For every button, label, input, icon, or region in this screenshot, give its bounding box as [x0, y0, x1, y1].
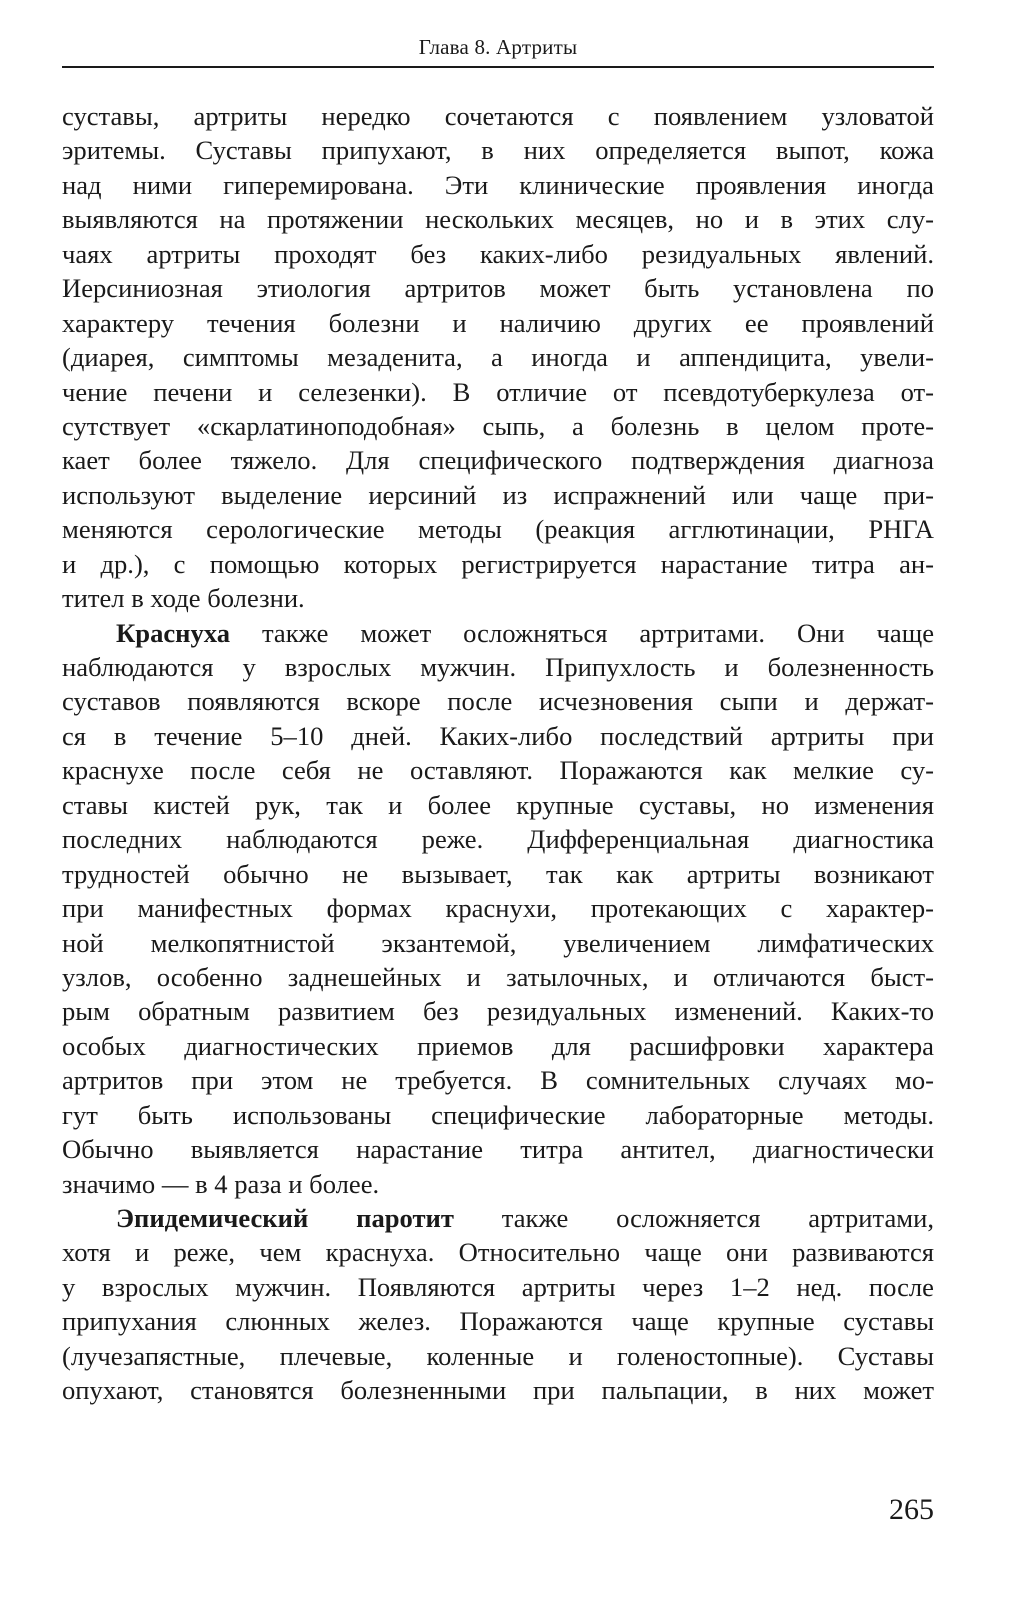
text-line: гут быть использованы специфические лабораторные методы.: [62, 1099, 934, 1130]
text-line-rest: также может осложняться артритами. Они чаще: [230, 617, 934, 648]
text-line: (лучезапястные, плечевые, коленные и голеностопные). Суставы: [62, 1340, 934, 1371]
text-line: особых диагностических приемов для расшифровки характера: [62, 1030, 934, 1061]
text-line: [62, 1201, 934, 1235]
text-line: кает более тяжело. Для специфического подтверждения диагноза: [62, 445, 934, 476]
text-line: артритов при этом не требуется. В сомнительных случаях мо-: [62, 1065, 934, 1096]
text-line: у взрослых мужчин. Появляются артриты через 1–2 нед. после: [62, 1271, 934, 1302]
body-text: [62, 99, 934, 1408]
text-line: трудностей обычно не вызывает, так как артриты возникают: [62, 858, 934, 889]
text-line: при манифестных формах краснухи, протекающих с характер-: [62, 893, 934, 924]
paragraph-lead-term: Эпидемический паротит: [116, 1203, 454, 1233]
page-number: 265: [889, 1493, 934, 1526]
text-line: опухают, становятся болезненными при пальпации, в них может: [62, 1375, 934, 1406]
text-line: сутствует «скарлатиноподобная» сыпь, а болезнь в целом проте-: [62, 410, 934, 441]
text-line: краснухе после себя не оставляют. Поражаются как мелкие су-: [62, 755, 934, 786]
text-line: значимо — в 4 раза и более.: [62, 1168, 380, 1199]
text-line: характеру течения болезни и наличию других ее проявлений: [62, 307, 934, 338]
text-line: [62, 616, 934, 650]
text-line: чение печени и селезенки). В отличие от псевдотуберкулеза от-: [62, 376, 934, 407]
text-line: эритемы. Суставы припухают, в них определяется выпот, кожа: [62, 135, 934, 166]
text-line: тител в ходе болезни.: [62, 583, 305, 614]
text-line: над ними гиперемирована. Эти клинические проявления иногда: [62, 169, 934, 200]
text-line: узлов, особенно заднешейных и затылочных, и отличаются быст-: [62, 961, 934, 992]
text-line: суставы, артриты нередко сочетаются с появлением узловатой: [62, 101, 934, 131]
text-line: ставы кистей рук, так и более крупные суставы, но изменения: [62, 789, 934, 820]
text-line: используют выделение иерсиний из испражнений или чаще при-: [62, 479, 934, 510]
text-line: хотя и реже, чем краснуха. Относительно чаще они развиваются: [62, 1237, 934, 1268]
text-line: и др.), с помощью которых регистрируется нарастание титра ан-: [62, 548, 934, 579]
text-line: суставов появляются вскоре после исчезновения сыпи и держат-: [62, 686, 934, 717]
text-line: ся в течение 5–10 дней. Каких-либо последствий артриты при: [62, 720, 934, 751]
text-line: Обычно выявляется нарастание титра антител, диагностически: [62, 1134, 934, 1165]
text-line: наблюдаются у взрослых мужчин. Припухлость и болезненность: [62, 652, 934, 682]
paragraph-lead-term: Краснуха: [116, 617, 231, 648]
paragraph: [62, 1201, 934, 1408]
text-line: чаях артриты проходят без каких-либо резидуальных явлений.: [62, 238, 934, 269]
text-line: припухания слюнных желез. Поражаются чаще крупные суставы: [62, 1306, 934, 1337]
text-line: рым обратным развитием без резидуальных изменений. Каких-то: [62, 996, 934, 1027]
paragraph: [62, 99, 934, 616]
text-line: ной мелкопятнистой экзантемой, увеличением лимфатических: [62, 927, 934, 958]
running-header-title: Глава 8. Артриты: [418, 35, 578, 59]
text-line: Иерсиниозная этиология артритов может быть установлена по: [62, 273, 934, 304]
text-line: выявляются на протяжении нескольких месяцев, но и в этих слу-: [62, 204, 934, 235]
text-line: меняются серологические методы (реакция агглютинации, РНГА: [62, 514, 934, 545]
text-line: (диарея, симптомы мезаденита, а иногда и аппендицита, увели-: [62, 342, 934, 373]
text-line-rest: также осложняется артритами,: [453, 1203, 934, 1233]
paragraph: [62, 616, 934, 1201]
running-header: [62, 30, 934, 68]
text-line: последних наблюдаются реже. Дифференциальная диагностика: [62, 824, 934, 855]
